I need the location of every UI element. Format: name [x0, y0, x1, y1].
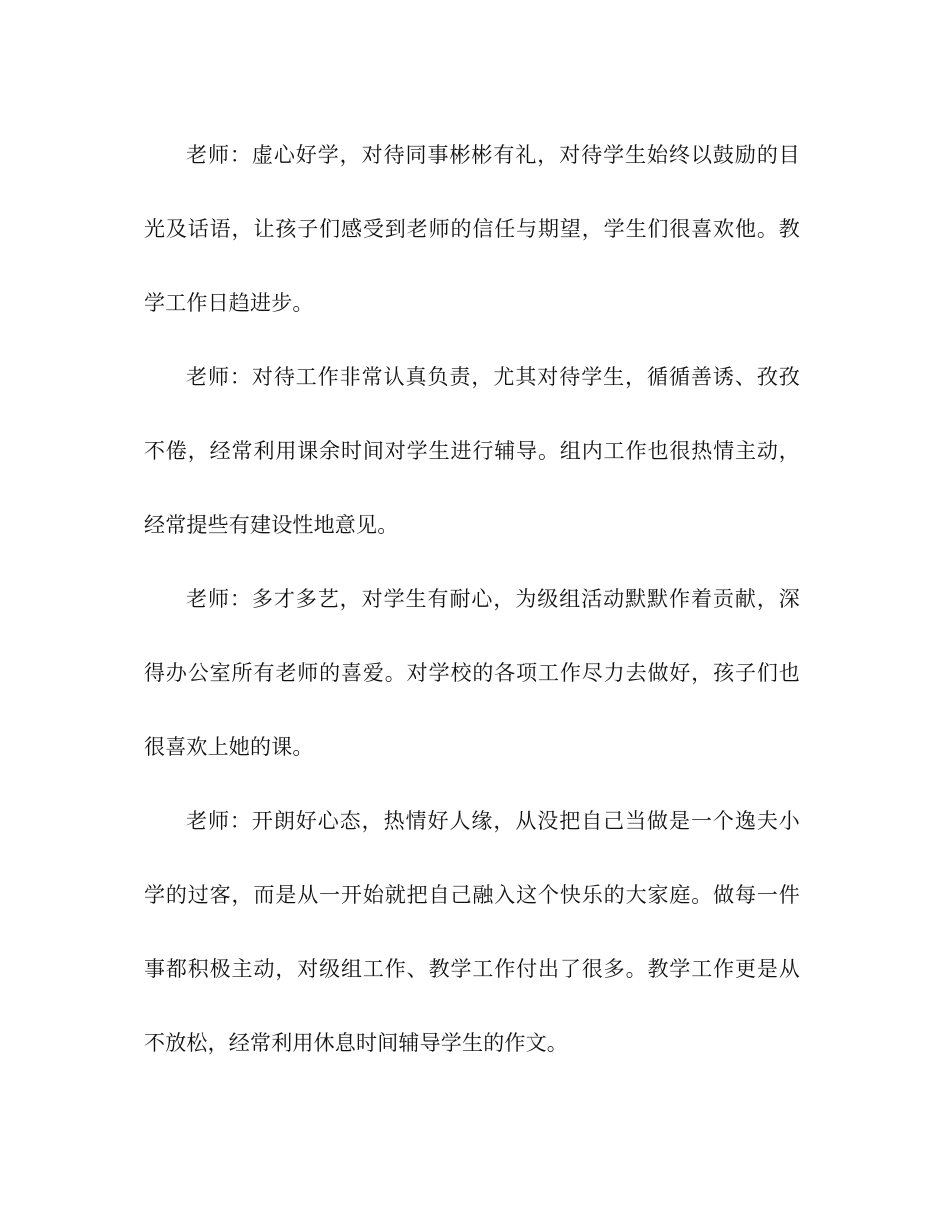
- paragraph-4: 老师：开朗好心态，热情好人缘，从没把自己当做是一个逸夫小学的过客，而是从一开始就把自己融入这个快乐的大家庭。做每一件事都积极主动，对级组工作、教学工作付出了很多。教学工作更是从不放松，经常利用休息时间辅导学生的作文。: [144, 809, 800, 1055]
- paragraph-2: 老师：对待工作非常认真负责，尤其对待学生，循循善诱、孜孜不倦，经常利用课余时间对学生进行辅导。组内工作也很热情主动，经常提些有建设性地意见。: [144, 365, 800, 537]
- document-body: [144, 118, 800, 1080]
- paragraph-3: 老师：多才多艺，对学生有耐心，为级组活动默默作着贡献，深得办公室所有老师的喜爱。对学校的各项工作尽力去做好，孩子们也很喜欢上她的课。: [144, 587, 800, 759]
- paragraph-1: 老师：虚心好学，对待同事彬彬有礼，对待学生始终以鼓励的目光及话语，让孩子们感受到老师的信任与期望，学生们很喜欢他。教学工作日趋进步。: [144, 143, 800, 315]
